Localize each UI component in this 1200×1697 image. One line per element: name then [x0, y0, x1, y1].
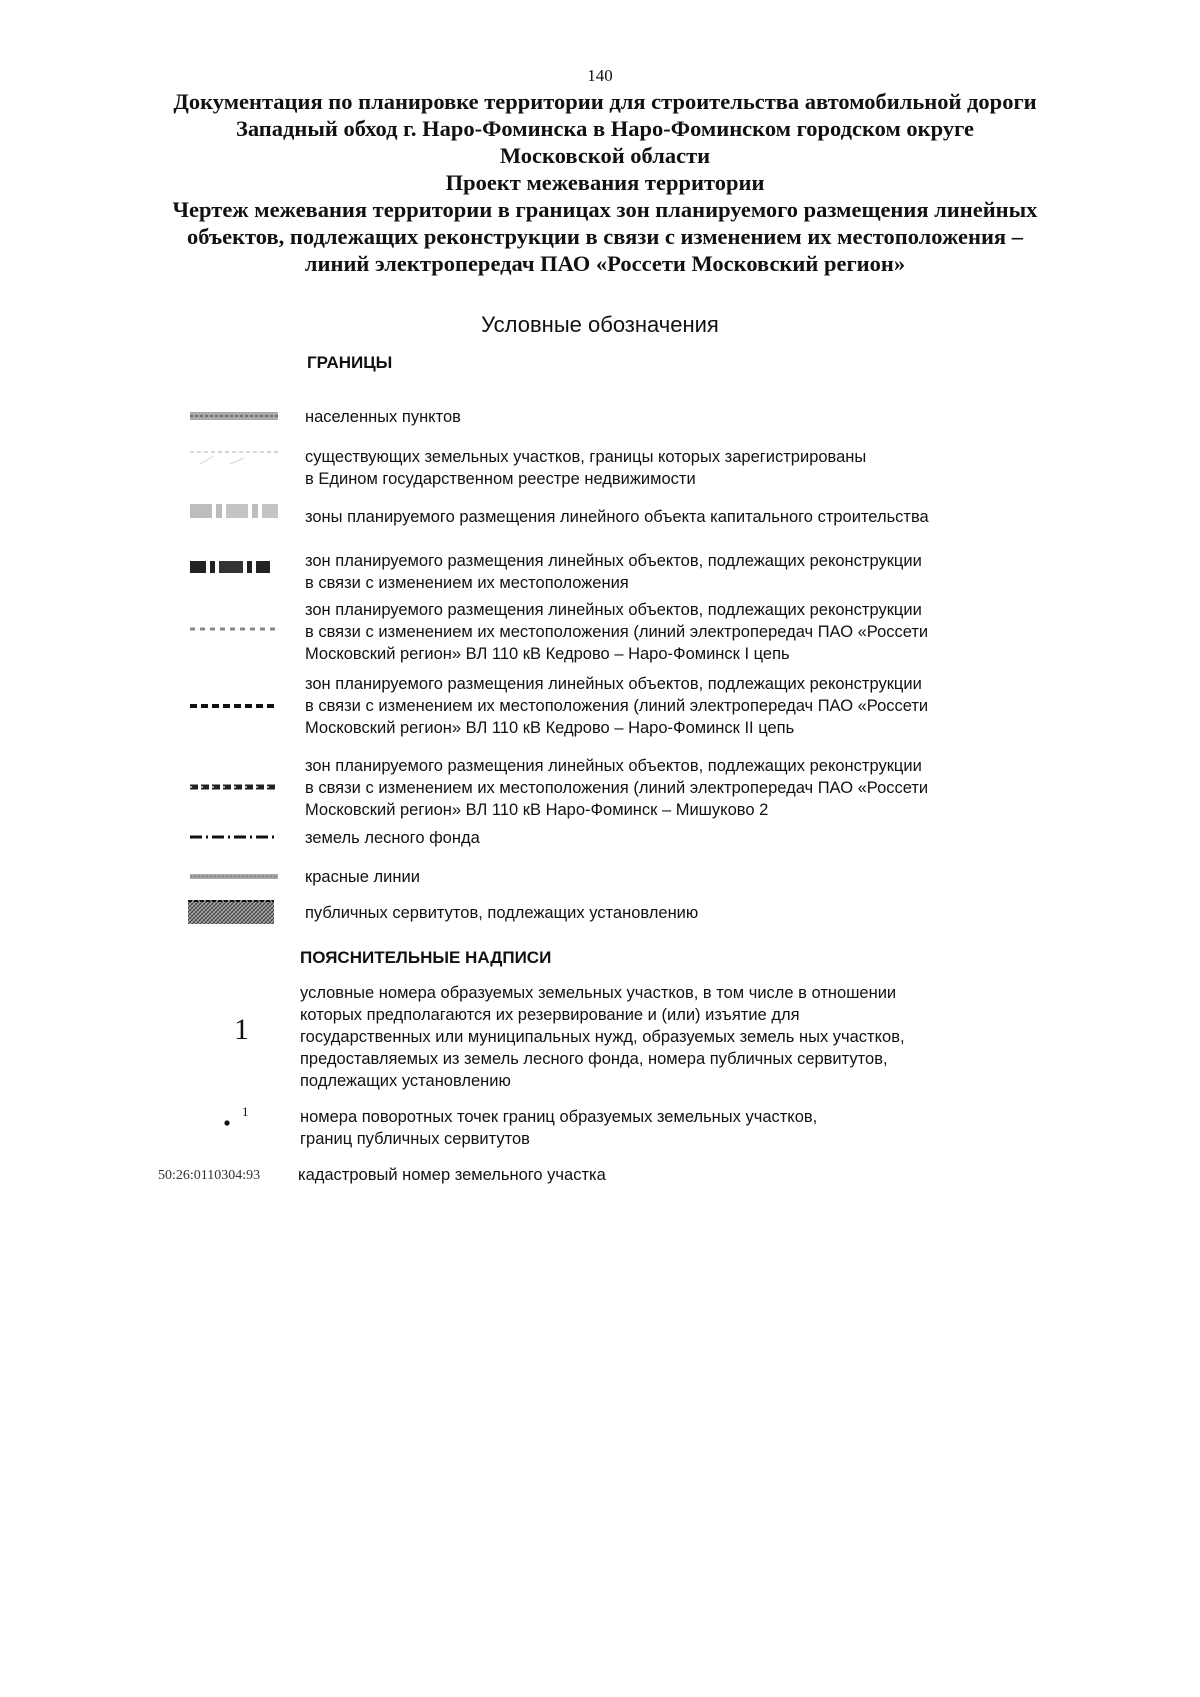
explanatory-heading: ПОЯСНИТЕЛЬНЫЕ НАДПИСИ: [300, 948, 552, 967]
existing-plots-boundary-symbol: [190, 446, 280, 470]
boundaries-heading: ГРАНИЦЫ: [307, 353, 393, 372]
legend-item-public-servitude: публичных сервитутов, подлежащих установлению: [305, 904, 699, 922]
title-line: объектов, подлежащих реконструкции в связи с изменением их местоположения –: [187, 224, 1023, 249]
reconstruction-zone-symbol: [190, 560, 280, 574]
turning-point-number-sample: 1: [242, 1104, 249, 1119]
power-line-2-symbol: [190, 701, 280, 711]
title-line: Проект межевания территории: [445, 170, 765, 195]
legend-item-planned-zone: зоны планируемого размещения линейного объекта капитального строительства: [305, 508, 929, 526]
legend-item-turning-points: номера поворотных точек границ образуемых земельных участков, границ публичных сервитутов: [300, 1108, 818, 1148]
legend-item-reconstruction-zone: зон планируемого размещения линейных объектов, подлежащих реконструкции в связи с изменением их местоположения: [305, 552, 922, 592]
power-line-3-symbol: [190, 782, 280, 792]
red-lines-symbol: [190, 873, 280, 881]
title-line: Московской области: [499, 143, 711, 168]
title-line: линий электропередач ПАО «Россети Московский регион»: [304, 251, 906, 276]
title-line: Западный обход г. Наро-Фоминска в Наро-Фоминском городском округе: [235, 116, 975, 141]
planned-zone-symbol: [190, 503, 280, 519]
plot-number-sample: 1: [234, 1013, 249, 1046]
power-line-1-symbol: [190, 624, 280, 634]
page-number: 140: [587, 66, 613, 85]
legend-item-power-line-2: зон планируемого размещения линейных объектов, подлежащих реконструкции в связи с изменением их местоположения (линий электропередач ПАО «Россети Московский регион» ВЛ 110 кВ Кедрово – Наро-Фоминск II цепь: [305, 675, 929, 737]
legend-item-power-line-3: зон планируемого размещения линейных объектов, подлежащих реконструкции в связи с изменением их местоположения (линий электропередач ПАО «Россети Московский регион» ВЛ 110 кВ Наро-Фоминск – Мишуково 2: [305, 757, 929, 819]
legend-item-power-line-1: зон планируемого размещения линейных объектов, подлежащих реконструкции в связи с изменением их местоположения (линий электропередач ПАО «Россети Московский регион» ВЛ 110 кВ Кедрово – Наро-Фоминск I цепь: [305, 601, 929, 663]
legend-item-cadastral-number: кадастровый номер земельного участка: [298, 1166, 606, 1184]
turning-point-dot-icon: [222, 1118, 232, 1128]
legend-item-plot-numbers: условные номера образуемых земельных участков, в том числе в отношении которых предполагаются их резервирование и (или) изъятие для государственных или муниципальных нужд, образуемых земель ных участков, предоставляемых из земель лесного фонда, номера публичных сервитутов, подлежащих установлению: [300, 984, 905, 1090]
title-line: Документация по планировке территории для строительства автомобильной дороги: [173, 89, 1037, 114]
legend-item-existing-plots: существующих земельных участков, границы которых зарегистрированы в Едином государственном реестре недвижимости: [305, 448, 867, 488]
document-title: [100, 88, 1110, 277]
legend-heading: Условные обозначения: [481, 312, 719, 337]
cadastral-number-sample: 50:26:0110304:93: [158, 1168, 261, 1183]
legend-item-forest-fund: земель лесного фонда: [305, 829, 480, 847]
forest-fund-symbol: [190, 832, 280, 842]
public-servitude-symbol: [188, 900, 278, 926]
settlement-boundary-symbol: [190, 410, 280, 422]
title-line: Чертеж межевания территории в границах зон планируемого размещения линейных: [172, 197, 1038, 222]
legend-item-red-lines: красные линии: [305, 868, 420, 886]
legend-item-settlements: населенных пунктов: [305, 408, 461, 426]
